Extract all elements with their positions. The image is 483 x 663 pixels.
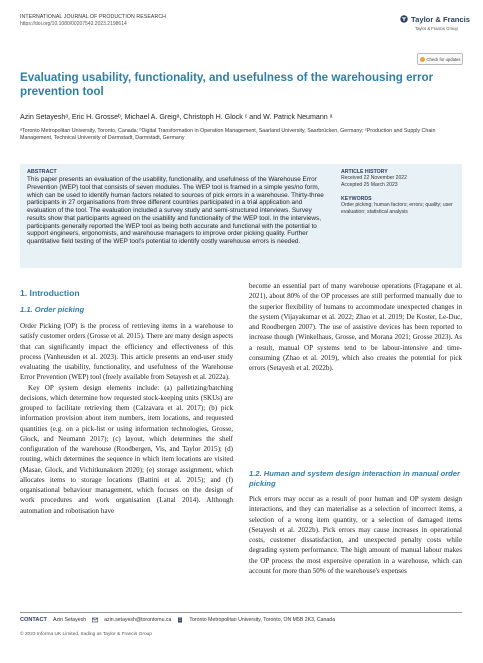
paragraph: Pick errors may occur as a result of poor human and OP system design interactions, and they can materialise as a selection of incorrect items, a selection of a wrong item quantity, or a selection of damaged items (Setayesh et al. 2022b). Pick errors may cause increases in operational costs, customer dissatisfaction, and unexpected penalty costs while degrading system performance. The high amount of manual labour makes the OP process the most expensive operation in a warehouse, which can account for more than 50% of the warehouse's expenses — [249, 495, 462, 575]
history-label: ARTICLE HISTORY — [341, 169, 388, 175]
right-column-text-2 — [249, 494, 462, 576]
paragraph: become an essential part of many warehouse operations (Fragapane et al. 2021), about 80% of the OP processes are still performed manually due to the superior flexibility of humans to accommodate unexpected changes in the system (Vijayakumar et al. 2022; Zhao et al. 2019; De Koster, Le-Duc, and Roodbergen 2007). The use of assistive devices has been reported to increase though (Winkelhaus, Grosse, and Morana 2021; Grosse 2023). As a result, manual OP systems tend to be labour-intensive and time-consuming (Zhao et al. 2019), which also creates the potential for pick errors (Setayesh et al. 2022b). — [249, 282, 462, 372]
left-column-text — [20, 321, 233, 516]
contact-email[interactable]: azin.setayesh@torontomu.ca — [104, 617, 172, 623]
right-column-text-1 — [249, 281, 462, 373]
keywords-block — [341, 196, 459, 216]
keywords-text: Order picking; human factors; errors; quality; user evaluation; statistical analysis — [341, 202, 453, 215]
section-introduction-heading: 1. Introduction — [20, 288, 80, 298]
contact-line — [20, 617, 470, 623]
check-updates-button[interactable] — [417, 53, 463, 65]
doi-link[interactable]: https://doi.org/10.1080/00207543.2023.2198614 — [20, 21, 127, 27]
journal-name: INTERNATIONAL JOURNAL OF PRODUCTION RESEARCH — [20, 14, 167, 20]
check-updates-icon — [420, 57, 425, 62]
article-history — [341, 169, 459, 189]
footer-divider — [20, 612, 462, 613]
building-icon — [177, 617, 183, 623]
publisher-subtitle: Taylor & Francis Group — [415, 26, 458, 31]
received-date: Received 22 November 2022 — [341, 175, 407, 181]
keywords-label: KEYWORDS — [341, 196, 372, 202]
contact-label: CONTACT — [20, 617, 47, 623]
paragraph: Order Picking (OP) is the process of retrieving items in a warehouse to satisfy customer orders (Grosse et al. 2015). There are many design aspects that can significantly impact the efficiency and effectiveness of this process (Vanheusden et al. 2023). This article presents an end-user study evaluating the usability, functionality, and usefulness of the Warehouse Error Prevention (WEP) tool (freely available from Setayesh et al. 2022a). — [20, 322, 233, 382]
publisher-name: Taylor & Francis — [411, 14, 470, 24]
article-title: Evaluating usability, functionality, and usefulness of the warehousing error prevention tool — [20, 71, 434, 98]
section-order-picking-heading: 1.1. Order picking — [20, 305, 85, 314]
copyright-notice: © 2023 Informa UK Limited, trading as Taylor & Francis Group — [20, 632, 152, 637]
paragraph: Key OP system design elements include: (a) palletizing/batching decisions, which determine how requested stock-keeping units (SKUs) are grouped to facilitate retrieving them (Calzavara et al. 2017); (b) pick information provision about item numbers, item locations, and requested quantities (e.g. on a pick-list or using information technologies, Grosse, Glock, and Neumann 2017); (c) layout, which determines the shelf configuration of the warehouse (Roodbergen, Vis, and Taylor 2015); (d) routing, which determines the sequence in which item locations are visited (Masae, Glock, and Vichitkunakorn 2020); (e) storage assignment, which allocates items to storage locations (Battini et al. 2015); and (f) organisational behaviour management, which focuses on the design of work procedures and work organisation (Lattal 2014). Although automation and robotisation have — [20, 383, 233, 515]
abstract-text: This paper presents an evaluation of the usability, functionality, and usefulness of the Warehouse Error Prevention (WEP) tool that consists of seven modules. The WEP tool is framed in a simple yes/no form, which can be used to identify human factors related to sources of pick errors in a warehouse. Thirty-three participants in 27 organisations from three different countries participated in a trial application and evaluation of the tool. The evaluation included a survey study and semi-structured interviews. Survey results show that participants agreed on the usability and functionality of the WEP tool. In the interviews, participants generally reported the WEP tool as being both accurate and functional with the potential to support engineers, ergonomists, and warehouse managers to improve order picking quality. Further quantitative field testing of the WEP tool's potential to identify costly warehouse errors is needed. — [27, 176, 324, 245]
contact-address: Toronto Metropolitan University, Toronto, ON M5B 2K3, Canada — [189, 617, 336, 623]
publisher-logo[interactable] — [400, 13, 470, 31]
section-human-system-heading: 1.2. Human and system design interaction in manual order picking — [249, 469, 460, 488]
email-icon — [92, 617, 98, 623]
check-updates-label: Check for updates — [426, 56, 461, 62]
publisher-emblem-icon — [400, 13, 408, 25]
accepted-date: Accepted 25 March 2023 — [341, 181, 398, 188]
affiliations: ᵃToronto Metropolitan University, Toronto, Canada; ᵇDigital Transformation in Operation Management, Saarland University, Saarbrücken, Germany; ᶜProduction and Supply Chain Management, Technical University of Darmstadt, Darmstadt, Germany — [20, 128, 436, 142]
contact-name: Azin Setayesh — [52, 617, 87, 623]
abstract-label: ABSTRACT — [27, 169, 57, 175]
author-list[interactable]: Azin Setayeshᵃ, Eric H. Grosseᵇ, Michael A. Greigᵃ, Christoph H. Glock ᶜ and W. Patrick Neumann ᵃ — [20, 113, 333, 121]
